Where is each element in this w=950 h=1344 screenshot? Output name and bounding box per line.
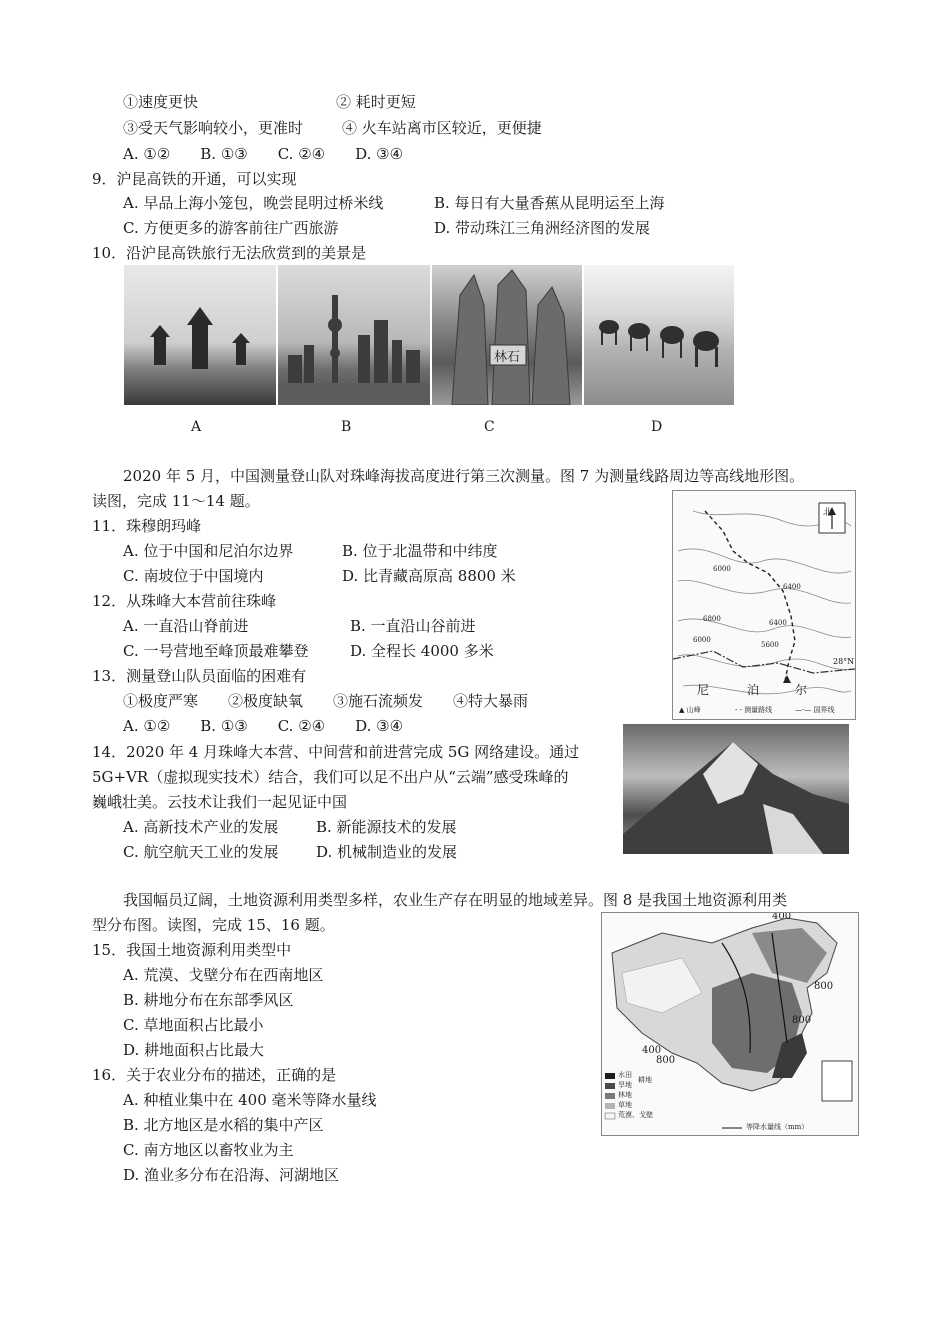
q16-option-a: A. 种植业集中在 400 毫米等降水量线	[123, 1091, 377, 1109]
q11-stem: 11．珠穆朗玛峰	[92, 517, 202, 535]
photo-label-a: A	[191, 419, 202, 435]
legend-isohyet: 等降水量线（mm）	[746, 1123, 809, 1131]
q9-option-c: C. 方便更多的游客前往广西旅游	[123, 219, 339, 237]
photo-label-d: D	[651, 419, 663, 435]
q8-option-4: ④ 火车站离市区较近，更便捷	[342, 119, 542, 137]
q12-stem: 12．从珠峰大本营前往珠峰	[92, 592, 277, 610]
q14-line3: 巍峨壮美。云技术让我们一起见证中国	[92, 793, 348, 811]
q15-option-b: B. 耕地分布在东部季风区	[123, 991, 294, 1009]
isohyet-label-2: 800	[814, 981, 834, 992]
topo-country-3: 尔	[795, 683, 808, 697]
q12-option-d: D. 全程长 4000 多米	[350, 642, 494, 660]
topo-country-2: 泊	[747, 683, 760, 697]
q14-option-c: C. 航空航天工业的发展	[123, 843, 279, 861]
q11-option-d: D. 比青藏高原高 8800 米	[342, 567, 516, 585]
photo-d-desert-camels	[584, 265, 734, 405]
stone-forest-sign: 林石	[494, 350, 521, 365]
isohyet-label-5: 800	[656, 1055, 676, 1066]
passage1-line2: 读图，完成 11～14 题。	[92, 492, 260, 510]
q8-option-2: ② 耗时更短	[336, 93, 416, 111]
q14-option-a: A. 高新技术产业的发展	[123, 818, 279, 836]
q9-option-a: A. 早品上海小笼包，晚尝昆明过桥米线	[123, 194, 384, 212]
isohyet-label-1: 400	[772, 912, 792, 922]
isohyet-label-4: 400	[642, 1045, 662, 1056]
q15-stem: 15．我国土地资源利用类型中	[92, 941, 292, 959]
q13-answers: A. ①② B. ①③ C. ②④ D. ③④	[123, 717, 404, 735]
q15-option-c: C. 草地面积占比最小	[123, 1016, 264, 1034]
q15-option-d: D. 耕地面积占比最大	[123, 1041, 265, 1059]
q12-option-b: B. 一直沿山谷前进	[350, 617, 476, 635]
topo-contour-3: 6800	[703, 615, 721, 623]
passage2-line1: 我国幅员辽阔，土地资源利用类型多样，农业生产存在明显的地域差异。图 8 是我国土地资源利用类	[123, 891, 788, 909]
topo-lat-label: 28°N	[833, 657, 855, 666]
q9-option-b: B. 每日有大量香蕉从昆明运至上海	[434, 194, 665, 212]
topo-contour-2: 6400	[783, 583, 801, 591]
topo-contour-6: 5600	[761, 641, 779, 649]
photo-a-pagodas	[124, 265, 276, 405]
q11-option-b: B. 位于北温带和中纬度	[342, 542, 498, 560]
passage1-line1: 2020 年 5 月，中国测量登山队对珠峰海拔高度进行第三次测量。图 7 为测量线路周边等高线地形图。	[123, 467, 805, 485]
q11-option-a: A. 位于中国和尼泊尔边界	[123, 542, 294, 560]
legend-paddy: 水田	[618, 1071, 632, 1079]
q9-option-d: D. 带动珠江三角洲经济图的发展	[434, 219, 651, 237]
topo-legend-peak: ▲ 山峰	[679, 706, 701, 714]
isohyet-label-3: 800	[792, 1015, 812, 1026]
q9-stem: 9．沪昆高铁的开通，可以实现	[92, 170, 297, 188]
q14-option-b: B. 新能源技术的发展	[316, 818, 457, 836]
legend-cropland: 耕地	[638, 1076, 652, 1084]
legend-desert: 荒漠、戈壁	[618, 1111, 653, 1119]
q12-option-c: C. 一号营地至峰顶最难攀登	[123, 642, 309, 660]
legend-grass: 草地	[618, 1101, 632, 1109]
q15-option-a: A. 荒漠、戈壁分布在西南地区	[123, 966, 324, 984]
topo-contour-4: 6400	[769, 619, 787, 627]
topo-north-label: 北	[823, 508, 833, 518]
topo-contour-5: 6000	[693, 636, 711, 644]
q13-options: ①极度严寒 ②极度缺氧 ③施石流频发 ④特大暴雨	[123, 692, 529, 710]
q8-option-3: ③受天气影响较小，更准时	[123, 119, 304, 137]
everest-photo	[623, 724, 849, 854]
q12-option-a: A. 一直沿山脊前进	[123, 617, 249, 635]
legend-dry: 旱地	[618, 1081, 632, 1089]
topo-contour-1: 6000	[713, 565, 731, 573]
q16-option-b: B. 北方地区是水稻的集中产区	[123, 1116, 324, 1134]
topo-country-1: 尼	[697, 683, 710, 697]
q8-answers: A. ①② B. ①③ C. ②④ D. ③④	[123, 145, 404, 163]
q14-line1: 14．2020 年 4 月珠峰大本营、中间营和前进营完成 5G 网络建设。通过	[92, 743, 580, 761]
china-landuse-map	[601, 912, 859, 1136]
q16-option-c: C. 南方地区以畜牧业为主	[123, 1141, 294, 1159]
china-map-svg	[602, 913, 858, 1135]
photo-label-b: B	[341, 419, 352, 435]
q14-option-d: D. 机械制造业的发展	[316, 843, 458, 861]
q14-line2: 5G+VR（虚拟现实技术）结合，我们可以足不出户从“云端”感受珠峰的	[92, 768, 569, 786]
photo-label-c: C	[484, 419, 495, 435]
photo-c-stone-forest	[432, 265, 582, 405]
q13-stem: 13．测量登山队员面临的困难有	[92, 667, 307, 685]
topo-legend-route: - - 测量路线	[735, 706, 773, 714]
q16-option-d: D. 渔业多分布在沿海、河湖地区	[123, 1166, 340, 1184]
legend-forest: 林地	[618, 1091, 632, 1099]
topo-legend-border: —·— 国界线	[795, 706, 835, 714]
passage2-line2: 型分布图。读图，完成 15、16 题。	[92, 916, 335, 934]
everest-topo-map	[672, 490, 856, 720]
q11-option-c: C. 南坡位于中国境内	[123, 567, 264, 585]
photo-b-skyline	[278, 265, 430, 405]
q16-stem: 16．关于农业分布的描述，正确的是	[92, 1066, 337, 1084]
q10-stem: 10．沿沪昆高铁旅行无法欣赏到的美景是	[92, 244, 367, 262]
q8-option-1: ①速度更快	[123, 93, 199, 111]
